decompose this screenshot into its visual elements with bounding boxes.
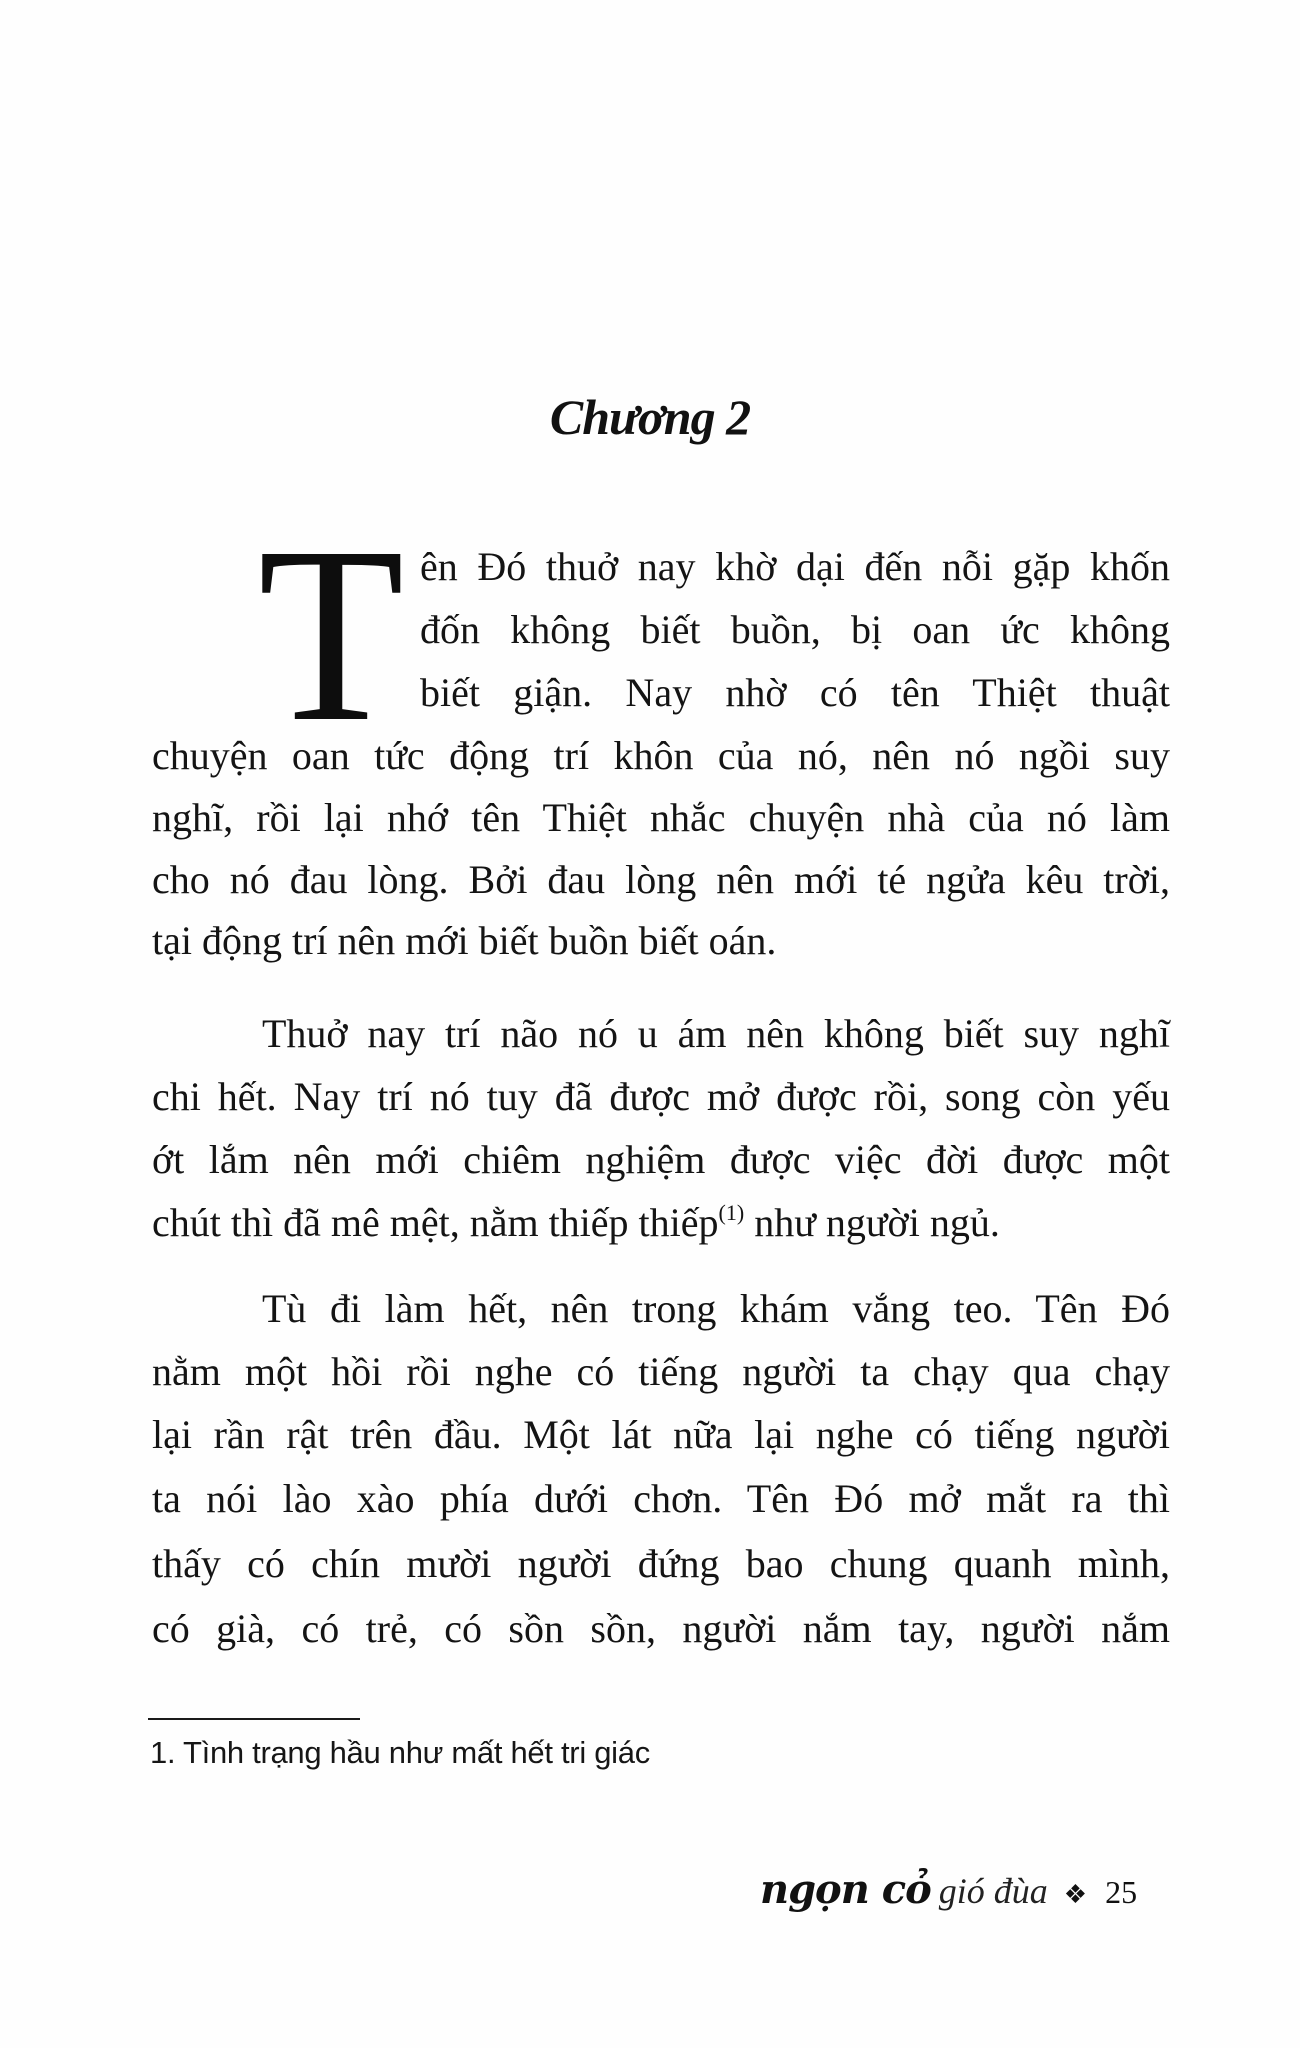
text-line: tại động trí nên mới biết buồn biết oán. xyxy=(152,918,777,963)
footnote-divider xyxy=(148,1718,360,1720)
text-line: lại rần rật trên đầu. Một lát nữa lại nghe có tiếng người xyxy=(152,1412,1170,1457)
page-number: 25 xyxy=(1105,1874,1138,1910)
text-line xyxy=(152,1191,1170,1254)
text-line: Tù đi làm hết, nên trong khám vắng teo. Tên Đó xyxy=(262,1286,1170,1331)
book-title-bold: ngọn cỏ xyxy=(760,1866,931,1913)
text-line: biết giận. Nay nhờ có tên Thiệt thuật xyxy=(420,670,1170,715)
text-line: ên Đó thuở nay khờ dại đến nỗi gặp khốn xyxy=(420,544,1170,589)
text-line: chi hết. Nay trí nó tuy đã được mở được rồi, song còn yếu xyxy=(152,1074,1170,1119)
diamond-ornament-icon: ❖ xyxy=(1063,1880,1088,1909)
text-line: ớt lắm nên mới chiêm nghiệm được việc đời được một xyxy=(152,1137,1170,1182)
text-line: nằm một hồi rồi nghe có tiếng người ta chạy qua chạy xyxy=(152,1349,1170,1394)
drop-cap: T xyxy=(258,494,405,774)
text-line: nghĩ, rồi lại nhớ tên Thiệt nhắc chuyện nhà của nó làm xyxy=(152,795,1170,840)
book-title-script: gió đùa xyxy=(938,1871,1048,1911)
text-line: có già, có trẻ, có sồn sồn, người nắm tay, người nắm xyxy=(152,1606,1170,1651)
text-line: thấy có chín mười người đứng bao chung quanh mình, xyxy=(152,1541,1170,1586)
text-line: cho nó đau lòng. Bởi đau lòng nên mới té ngửa kêu trời, xyxy=(152,857,1170,902)
text-segment: như người ngủ. xyxy=(744,1200,1000,1245)
text-line: ta nói lào xào phía dưới chơn. Tên Đó mở mắt ra thì xyxy=(152,1476,1170,1521)
text-segment: chút thì đã mê mệt, nằm thiếp thiếp xyxy=(152,1200,719,1245)
text-line: chuyện oan tức động trí khôn của nó, nên nó ngồi suy xyxy=(152,733,1170,778)
chapter-title: Chương 2 xyxy=(549,389,751,445)
running-footer xyxy=(760,1866,1180,1926)
footnote-reference: (1) xyxy=(718,1200,745,1225)
text-line: đốn không biết buồn, bị oan ức không xyxy=(420,607,1170,652)
text-line: Thuở nay trí não nó u ám nên không biết suy nghĩ xyxy=(262,1011,1170,1056)
footnote: 1. Tình trạng hầu như mất hết tri giác xyxy=(150,1735,650,1770)
